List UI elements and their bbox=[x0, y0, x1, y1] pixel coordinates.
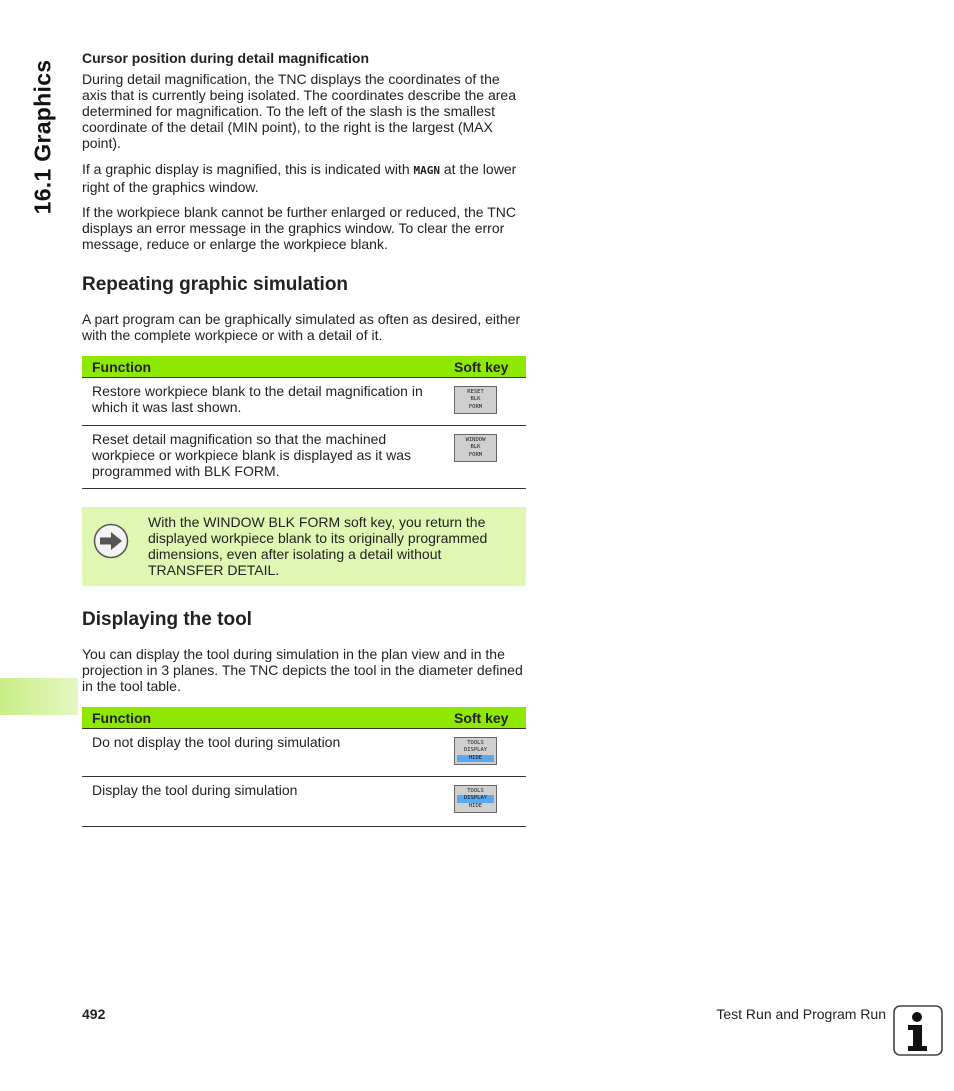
tool-function-table bbox=[82, 707, 526, 827]
softkey-line: TOOLS bbox=[467, 787, 484, 794]
function-cell: Do not display the tool during simulation bbox=[82, 729, 454, 777]
repeating-intro: A part program can be graphically simulated as often as desired, either with the complete workpiece or with a detail of it. bbox=[82, 311, 521, 343]
chapter-name: Test Run and Program Run bbox=[716, 1006, 886, 1022]
col-function: Function bbox=[82, 707, 454, 729]
cursor-para-2-before: If a graphic display is magnified, this is indicated with bbox=[82, 161, 410, 177]
arrow-right-icon bbox=[93, 523, 129, 559]
softkey-line: FORM bbox=[468, 451, 483, 458]
reset-blk-form-softkey[interactable] bbox=[454, 386, 497, 414]
note-box bbox=[82, 507, 526, 586]
repeating-section-heading: Repeating graphic simulation bbox=[82, 274, 349, 295]
cursor-para-3: If the workpiece blank cannot be further enlarged or reduced, the TNC displays an error message in the graphics window. To clear the error message, reduce or enlarge the workpiece blank. bbox=[82, 204, 516, 252]
info-icon bbox=[893, 1005, 943, 1056]
function-cell: Reset detail magnification so that the machined workpiece or workpiece blank is displayed as it was programmed with BLK FORM. bbox=[82, 426, 454, 489]
window-blk-form-softkey[interactable] bbox=[454, 434, 497, 462]
cursor-para-2 bbox=[82, 161, 526, 195]
chapter-side-title-text: 16.1 Graphics bbox=[29, 59, 56, 215]
repeating-function-table bbox=[82, 356, 526, 489]
function-cell: Display the tool during simulation bbox=[82, 777, 454, 827]
table-row bbox=[82, 777, 526, 827]
tool-section-heading: Displaying the tool bbox=[82, 609, 252, 630]
softkey-line: BLK bbox=[470, 444, 481, 451]
page-number: 492 bbox=[82, 1006, 106, 1022]
note-text: With the WINDOW BLK FORM soft key, you return the displayed workpiece blank to its originally programmed dimensions, even after isolating a detail without TRANSFER DETAIL. bbox=[148, 514, 488, 578]
softkey-line-active: DISPLAY bbox=[457, 795, 494, 803]
table-header-row bbox=[82, 356, 526, 378]
table-row bbox=[82, 378, 526, 426]
softkey-line: RESET bbox=[467, 388, 484, 395]
col-function: Function bbox=[82, 356, 454, 378]
chapter-side-title bbox=[24, 52, 62, 222]
cursor-para-1: During detail magnification, the TNC displays the coordinates of the axis that is currently being isolated. The coordinates describe the area determined for magnification. To the left of the slash is the smallest coordinate of the detail (MIN point), to the right is the largest (MAX point). bbox=[82, 71, 516, 151]
softkey-line: DISPLAY bbox=[463, 747, 488, 754]
tools-hide-softkey[interactable] bbox=[454, 737, 497, 765]
softkey-line-active: HIDE bbox=[457, 755, 494, 763]
softkey-line: WINDOW bbox=[465, 436, 486, 443]
function-cell: Restore workpiece blank to the detail magnification in which it was last shown. bbox=[82, 378, 454, 426]
softkey-line: TOOLS bbox=[467, 739, 484, 746]
softkey-line: BLK bbox=[470, 396, 481, 403]
softkey-line: FORM bbox=[468, 403, 483, 410]
tool-intro: You can display the tool during simulation in the plan view and in the projection in 3 planes. The TNC depicts the tool in the diameter defined in the tool table. bbox=[82, 646, 523, 694]
cursor-section-heading: Cursor position during detail magnification bbox=[82, 50, 370, 66]
col-softkey: Soft key bbox=[454, 707, 526, 729]
cursor-para-2-after: at the lower right of the graphics window. bbox=[82, 161, 517, 195]
chapter-tab-marker bbox=[0, 678, 78, 715]
table-header-row bbox=[82, 707, 526, 729]
softkey-line: HIDE bbox=[468, 802, 483, 809]
page-content bbox=[82, 50, 526, 827]
magn-indicator: MAGN bbox=[413, 164, 440, 177]
col-softkey: Soft key bbox=[454, 356, 526, 378]
table-row bbox=[82, 729, 526, 777]
tools-display-softkey[interactable] bbox=[454, 785, 497, 813]
table-row bbox=[82, 426, 526, 489]
